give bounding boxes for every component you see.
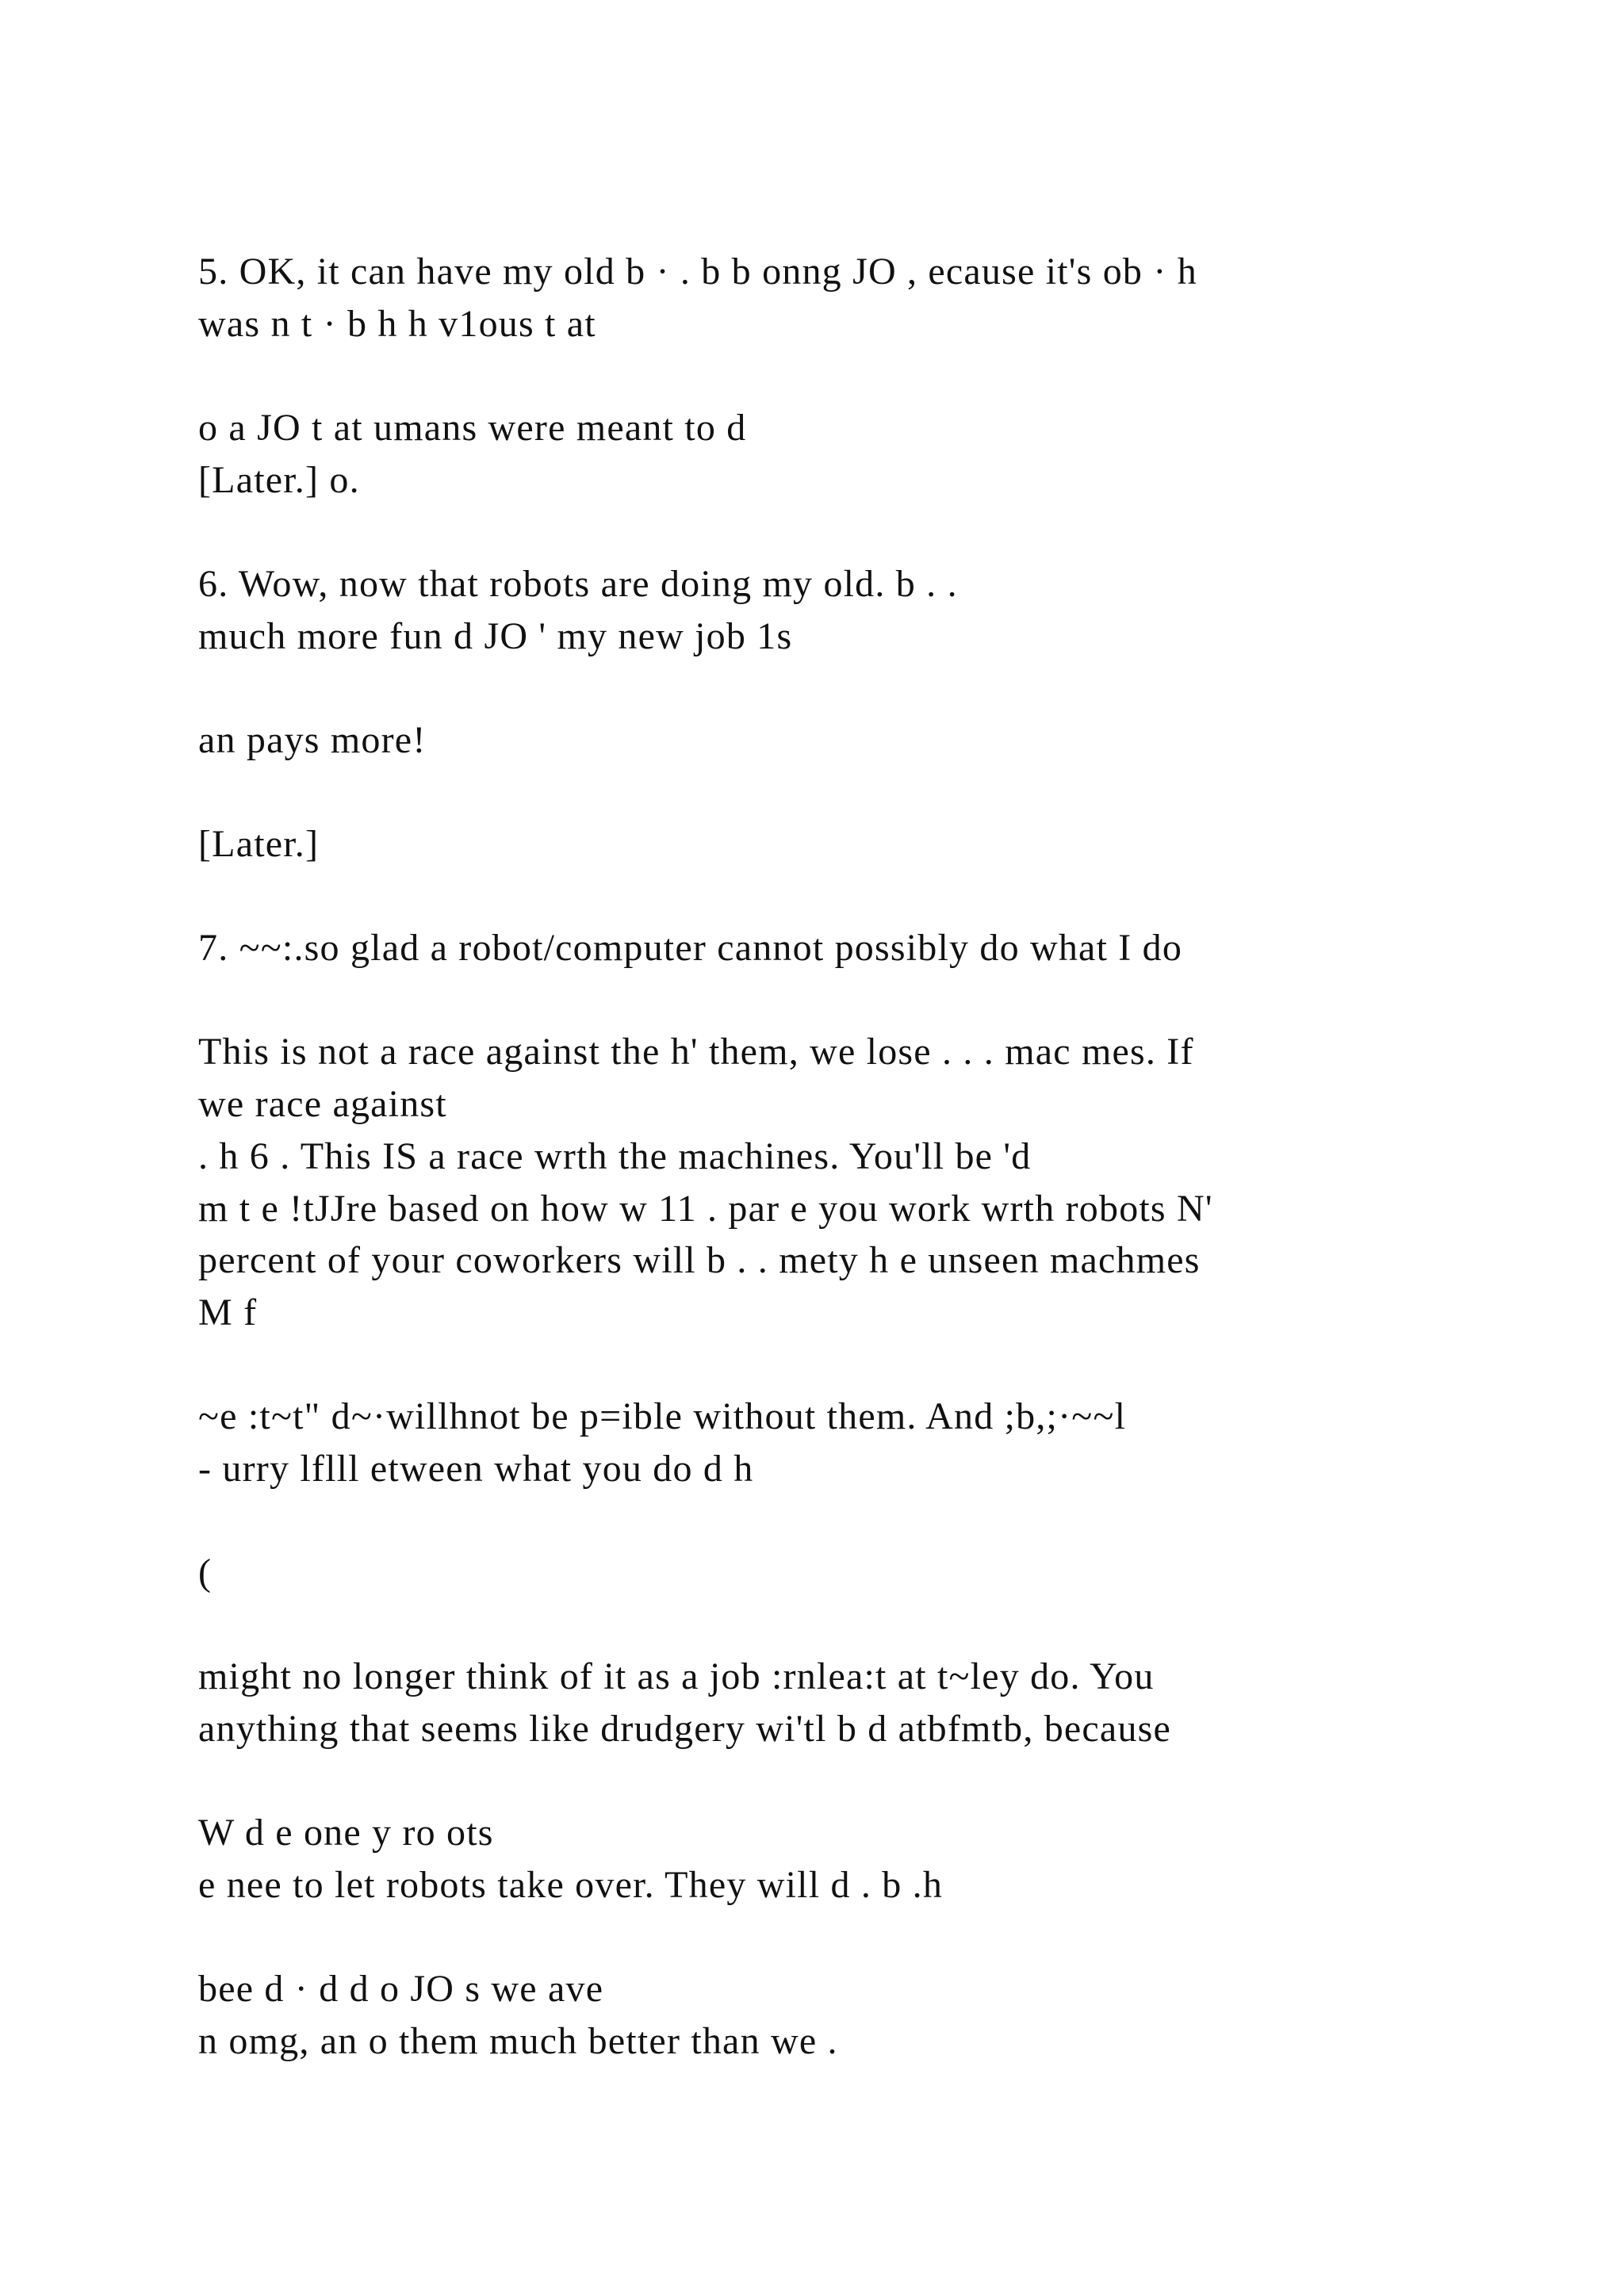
text-line: [Later.] o. xyxy=(198,459,360,501)
text-line: n omg, an o them much better than we . xyxy=(198,2020,838,2062)
text-line: e nee to let robots take over. They will d . b .h xyxy=(198,1864,944,1906)
text-line: o a JO t at umans were meant to d xyxy=(198,407,747,449)
text-line: was n t · b h h v1ous t at xyxy=(198,303,596,345)
text-line: - urry lflll etween what you do d h xyxy=(198,1448,754,1490)
text-line: 6. Wow, now that robots are doing my old. b . . xyxy=(198,563,958,605)
text-line: This is not a race against the h' them, we lose . . . mac mes. If xyxy=(198,1031,1194,1073)
text-line: 7. ~~:.so glad a robot/computer cannot possibly do what I do xyxy=(198,927,1183,969)
text-line: we race against xyxy=(198,1083,447,1125)
text-line: ~e :t~t" d~·willhnot be p=ible without them. And ;b,;·~~l xyxy=(198,1395,1127,1437)
text-line: might no longer think of it as a job :rnlea:t at t~ley do. You xyxy=(198,1655,1155,1697)
text-line: M f xyxy=(198,1292,258,1334)
text-line: W d e one y ro ots xyxy=(198,1812,494,1854)
text-line: ( xyxy=(198,1552,213,1594)
text-line: an pays more! xyxy=(198,719,427,761)
text-line: much more fun d JO ' my new job 1s xyxy=(198,615,793,657)
text-line: anything that seems like drudgery wi'tl b d atbfmtb, because xyxy=(198,1708,1172,1750)
text-line: . h 6 . This IS a race wrth the machines. You'll be 'd xyxy=(198,1135,1032,1177)
text-line: [Later.] xyxy=(198,823,320,865)
text-line: 5. OK, it can have my old b · . b b onng JO , ecause it's ob · h xyxy=(198,251,1197,293)
text-line: m t e !tJJre based on how w 11 . par e you work wrth robots N' xyxy=(198,1188,1213,1230)
text-line: percent of your coworkers will b . . mety h e unseen machmes xyxy=(198,1239,1201,1281)
text-line: bee d · d d o JO s we ave xyxy=(198,1968,604,2010)
